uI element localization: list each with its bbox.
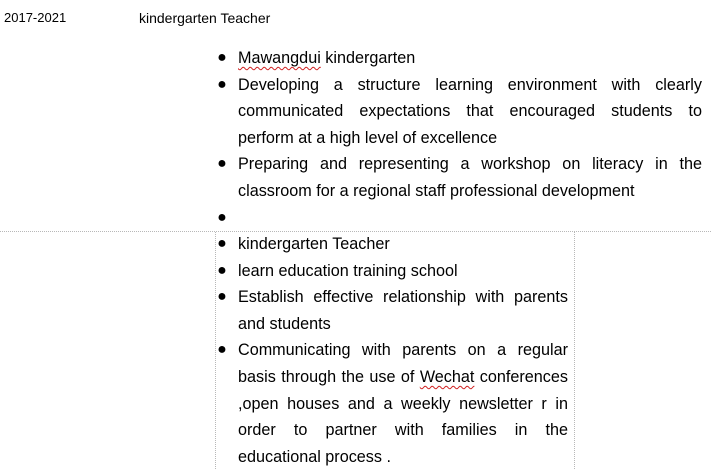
bullet-icon: ●	[217, 288, 227, 306]
table-column-divider-right	[574, 232, 575, 469]
list-item-text-suffix: kindergarten	[320, 49, 416, 67]
list-item-text-suffix: conferences ,open houses and a weekly newsletter r in order to partner with families in the educational process .	[238, 367, 568, 466]
bullet-icon: ●	[217, 341, 227, 359]
bullet-icon: ●	[217, 155, 227, 173]
list-item	[216, 72, 702, 152]
spellcheck-flagged-word[interactable]: Wechat	[419, 367, 475, 386]
bullet-icon: ●	[217, 261, 227, 279]
list-item-text: Preparing and representing a workshop on literacy in the classroom for a regional staff professional development	[238, 155, 702, 200]
date-range: 2017-2021	[4, 10, 67, 25]
bullet-icon: ●	[217, 49, 227, 66]
spellcheck-flagged-word[interactable]: Mawangdui	[238, 49, 321, 67]
list-item	[216, 151, 702, 204]
list-item-text-prefix: Communicating with parents on a regular basis through the use of	[238, 341, 568, 386]
list-item-text: Developing a structure learning environment with clearly communicated expectations that encouraged students to perform at a high level of excellence	[238, 75, 702, 147]
list-item	[216, 45, 702, 72]
experience-bullets-secondary	[216, 231, 568, 470]
list-item-text: Establish effective relationship with parents and students	[238, 288, 568, 333]
bullet-icon: ●	[217, 75, 227, 93]
experience-bullets-primary	[216, 45, 702, 231]
list-item	[216, 258, 568, 285]
list-item	[216, 337, 568, 470]
empty-list-item[interactable]	[216, 205, 702, 232]
bullet-icon: ●	[217, 235, 227, 252]
list-item	[216, 284, 568, 337]
list-item-text: kindergarten Teacher	[238, 235, 390, 253]
bullet-icon: ●	[217, 208, 227, 226]
list-item	[216, 231, 568, 258]
job-title: kindergarten Teacher	[139, 10, 271, 26]
list-item-text: learn education training school	[238, 261, 458, 280]
